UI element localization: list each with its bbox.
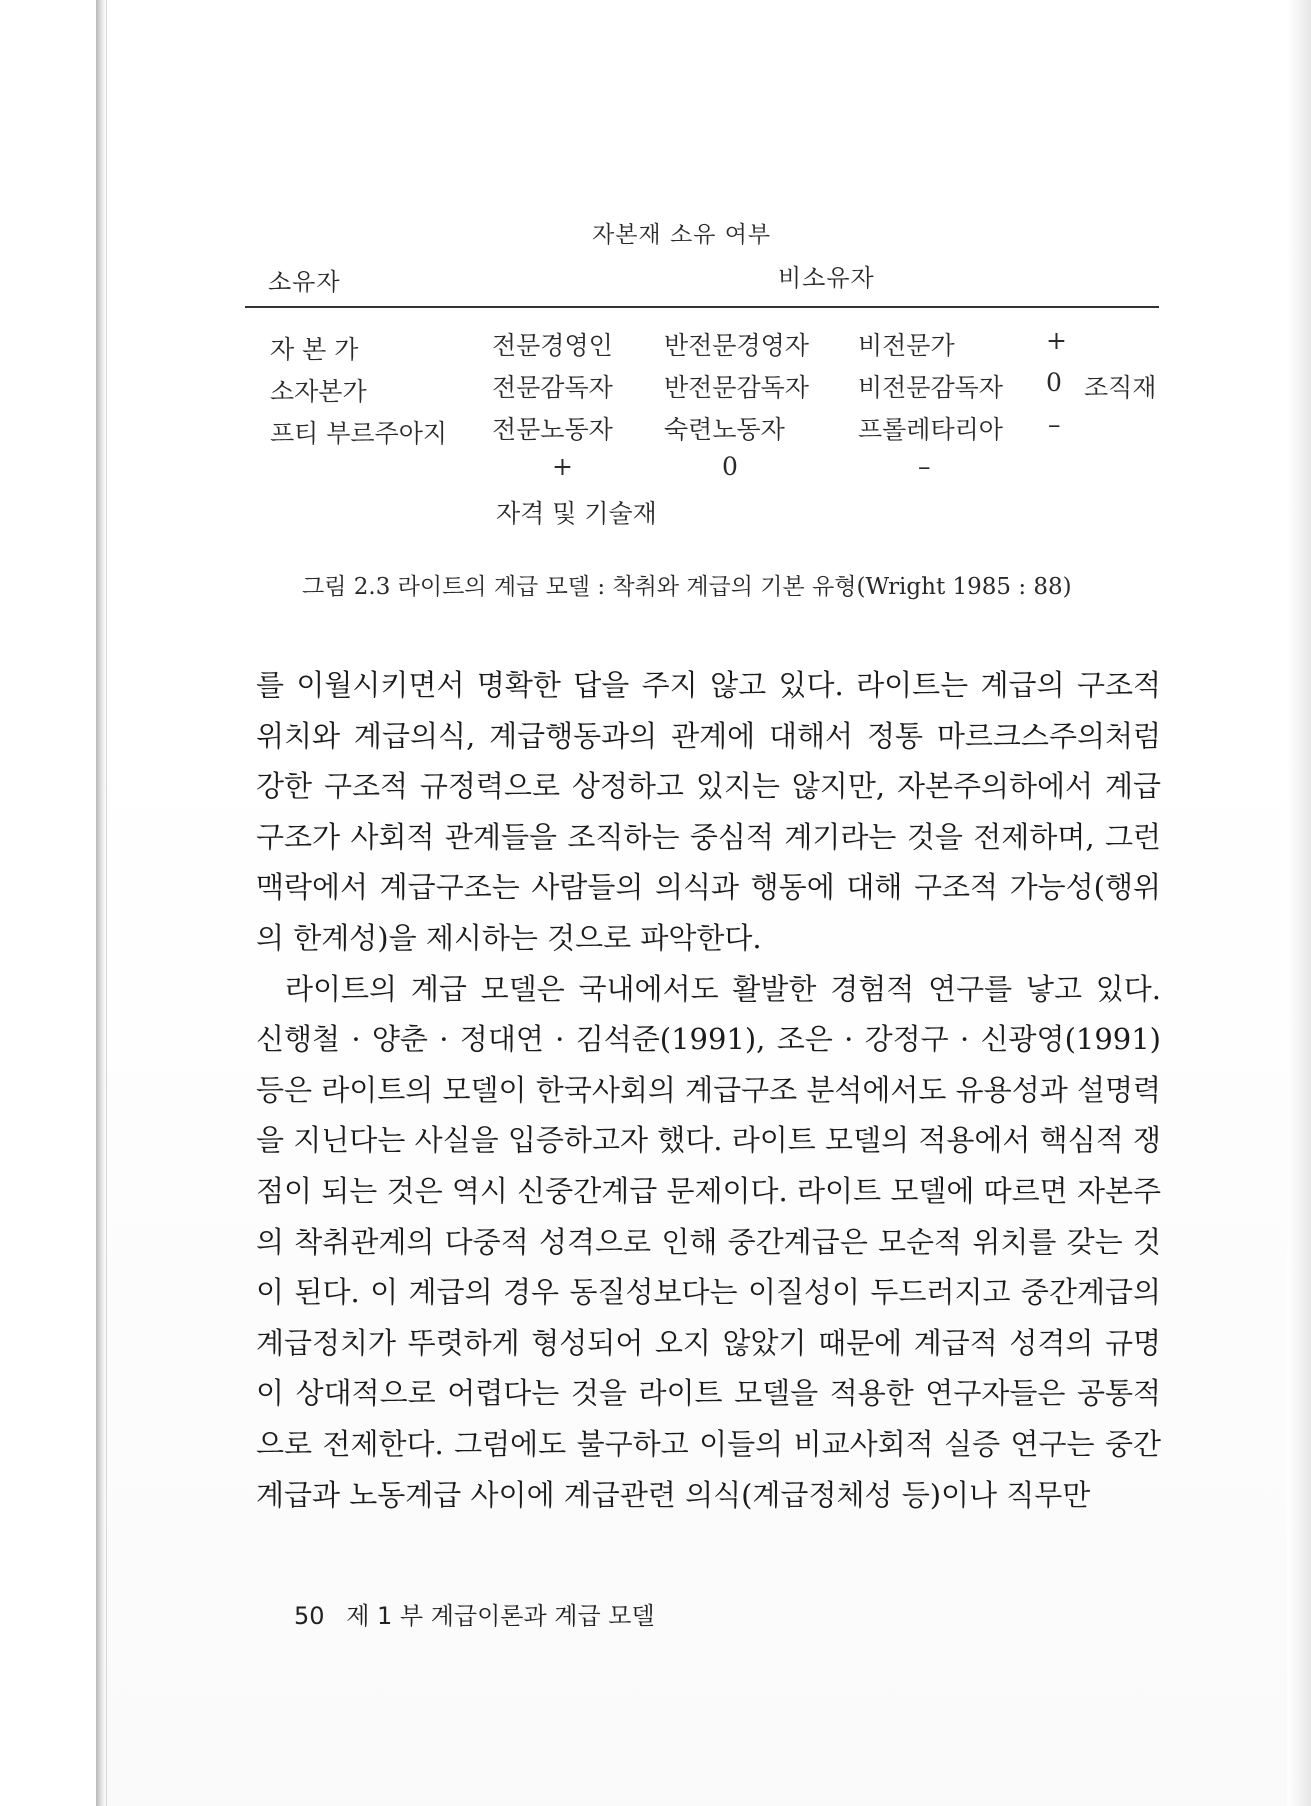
organization-asset-label: 조직재 (1084, 373, 1157, 402)
figure-top-header: 자본재 소유 여부 (592, 222, 772, 248)
row-cell: 전문감독자 (492, 373, 613, 402)
row-cell: 숙련노동자 (664, 415, 785, 444)
row-cell: 비전문감독자 (858, 373, 1003, 402)
row-cell: 반전문감독자 (664, 373, 809, 402)
row-cell: 전문노동자 (492, 415, 613, 444)
row-sign: 0 (1046, 368, 1062, 397)
row-sign: – (1048, 410, 1061, 439)
skill-asset-label: 자격 및 기술재 (496, 499, 657, 528)
row-cell: 비전문가 (858, 331, 955, 360)
figure-owner-header: 소유자 (268, 268, 341, 296)
figure-divider (245, 306, 1159, 308)
row-cell: 반전문경영자 (664, 331, 809, 360)
row-owner: 자 본 가 (270, 335, 359, 364)
body-text (256, 660, 1161, 1520)
skill-sign: + (552, 452, 573, 481)
running-footer-title: 제 1 부 계급이론과 계급 모델 (346, 1602, 655, 1630)
figure-nonowner-header: 비소유자 (778, 264, 875, 292)
page-right-edge (1287, 0, 1311, 1806)
row-sign: + (1046, 326, 1067, 355)
page-edge (106, 0, 107, 1806)
paragraph: 라이트의 계급 모델은 국내에서도 활발한 경험적 연구를 낳고 있다. 신행철 · 양춘 · 정대연 · 김석준(1991), 조은 · 강정구 · 신광영(1991) 등은 라이트의 모델이 한국사회의 계급구조 분석에서도 유용성과 설명력을 지닌다는 사실을 입증하고자 했다. 라이트 모델의 적용에서 핵심적 쟁점이 되는 것은 역시 신중간계급 문제이다. 라이트 모델에 따르면 자본주의 착취관계의 다중적 성격으로 인해 중간계급은 모순적 위치를 갖는 것이 된다. 이 계급의 경우 동질성보다는 이질성이 두드러지고 중간계급의 계급정치가 뚜렷하게 형성되어 오지 않았기 때문에 계급적 성격의 규명이 상대적으로 어렵다는 것을 라이트 모델을 적용한 연구자들은 공통적으로 전제한다. 그럼에도 불구하고 이들의 비교사회적 실증 연구는 중간계급과 노동계급 사이에 계급관련 의식(계급정체성 등)이나 직무만 (256, 971, 1161, 1512)
row-owner: 프티 부르주아지 (270, 419, 447, 448)
skill-sign: – (918, 452, 931, 481)
page-footer (294, 1596, 655, 1631)
page-number: 50 (294, 1602, 325, 1630)
book-spine (96, 0, 106, 1806)
row-cell: 프롤레타리아 (858, 415, 1003, 444)
paragraph: 를 이월시키면서 명확한 답을 주지 않고 있다. 라이트는 계급의 구조적 위치와 계급의식, 계급행동과의 관계에 대해서 정통 마르크스주의처럼 강한 구조적 규정력으로 상정하고 있지는 않지만, 자본주의하에서 계급구조가 사회적 관계들을 조직하는 중심적 계기라는 것을 전제하며, 그런 맥락에서 계급구조는 사람들의 의식과 행동에 대해 구조적 가능성(행위의 한계성)을 제시하는 것으로 파악한다. (256, 668, 1161, 955)
figure-caption: 그림 2.3 라이트의 계급 모델 : 착취와 계급의 기본 유형(Wright 1985 : 88) (302, 574, 1072, 600)
row-owner: 소자본가 (270, 377, 367, 406)
skill-sign: 0 (722, 452, 738, 481)
row-cell: 전문경영인 (492, 331, 613, 360)
